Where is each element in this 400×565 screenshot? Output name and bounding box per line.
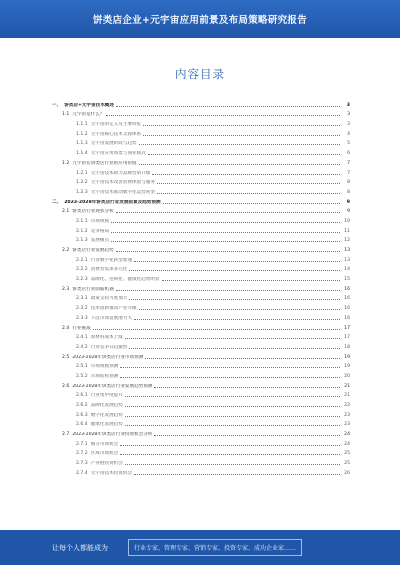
toc-entry-page: 21 bbox=[344, 383, 350, 389]
toc-dot-leader bbox=[143, 135, 340, 136]
toc-entry-text: 饼类店行业发展趋势 bbox=[72, 248, 114, 253]
toc-entry-number: 2.7.3 bbox=[76, 461, 88, 467]
toc-dot-leader bbox=[134, 261, 340, 262]
toc-entry[interactable] bbox=[52, 146, 350, 156]
toc-entry-page: 19 bbox=[344, 354, 350, 360]
table-of-contents bbox=[52, 98, 350, 476]
toc-entry-page: 12 bbox=[344, 238, 350, 244]
footer-slogan: 让每个人都能成为 bbox=[52, 543, 108, 552]
toc-entry[interactable] bbox=[52, 205, 350, 215]
toc-dot-leader bbox=[116, 251, 340, 252]
toc-entry-number: 2.4.1 bbox=[76, 335, 88, 341]
report-header-banner bbox=[0, 0, 400, 38]
toc-entry-number: 2.4.2 bbox=[76, 344, 88, 350]
toc-dot-leader bbox=[111, 232, 340, 233]
toc-entry[interactable] bbox=[52, 447, 350, 457]
toc-dot-leader bbox=[116, 106, 340, 107]
toc-entry-page: 14 bbox=[344, 267, 350, 273]
toc-dot-leader bbox=[125, 338, 340, 339]
toc-entry-number: 2.6.2 bbox=[76, 403, 88, 408]
toc-dot-leader bbox=[139, 164, 340, 165]
toc-entry[interactable] bbox=[52, 253, 350, 263]
toc-entry[interactable] bbox=[52, 243, 350, 253]
toc-entry-text: 饼类店+元宇宙技术概述 bbox=[64, 102, 114, 108]
toc-entry-text: 元宇宙发展阶段与趋势 bbox=[90, 141, 137, 147]
toc-entry-text: 消费者需求多元化 bbox=[90, 267, 128, 273]
toc-entry-page: 25 bbox=[344, 451, 350, 457]
toc-entry-number: 2.7.2 bbox=[76, 451, 88, 457]
toc-entry-text: 元宇宙的定义及主要特征 bbox=[90, 122, 142, 128]
toc-dot-leader bbox=[154, 387, 340, 388]
report-title: 饼类店企业+元宇宙应用前景及布局策略研究报告 bbox=[92, 15, 308, 26]
toc-dot-leader bbox=[139, 144, 340, 145]
toc-entry-number: 2.6.1 bbox=[76, 393, 88, 399]
toc-entry[interactable] bbox=[52, 234, 350, 244]
toc-entry-text: 饼类店行业面临机遇 bbox=[72, 286, 114, 292]
toc-entry[interactable] bbox=[52, 466, 350, 476]
toc-entry-number: 2.2.2 bbox=[76, 267, 88, 273]
toc-entry-number: 2.2.1 bbox=[76, 257, 88, 263]
toc-entry-page: 11 bbox=[344, 228, 350, 234]
toc-entry[interactable] bbox=[52, 437, 350, 447]
toc-entry-page: 16 bbox=[344, 315, 350, 321]
toc-entry-number: 2.1.3 bbox=[76, 238, 88, 244]
toc-entry-page: 10 bbox=[344, 218, 350, 224]
toc-entry-page: 20 bbox=[344, 373, 350, 379]
toc-dot-leader bbox=[120, 445, 340, 446]
toc-entry[interactable] bbox=[52, 195, 350, 205]
toc-entry-text: 饼类店行业现状分析 bbox=[72, 209, 114, 215]
toc-entry-text: 品牌化发展趋势 bbox=[90, 403, 123, 408]
toc-entry-number: 1.1 bbox=[62, 112, 70, 118]
toc-entry-number: 2.3.2 bbox=[76, 306, 88, 312]
toc-entry-number: 二、 bbox=[52, 199, 62, 205]
toc-entry-text: 行业集中度提升 bbox=[90, 393, 123, 399]
toc-entry-page: 21 bbox=[344, 393, 350, 399]
toc-entry[interactable] bbox=[52, 360, 350, 370]
toc-entry[interactable] bbox=[52, 379, 350, 389]
toc-entry-text: 元宇宙技术推动数字化运营转型 bbox=[90, 189, 156, 195]
toc-entry-number: 2.6 bbox=[62, 383, 70, 389]
toc-entry-number: 2.6.3 bbox=[76, 412, 88, 418]
toc-entry[interactable] bbox=[52, 127, 350, 137]
toc-entry[interactable] bbox=[52, 108, 350, 118]
toc-entry-number: 2.5.1 bbox=[76, 364, 88, 370]
toc-entry-page: 23 bbox=[344, 412, 350, 418]
toc-entry-page: 22 bbox=[344, 403, 350, 408]
toc-entry[interactable] bbox=[52, 156, 350, 166]
toc-entry-page: 19 bbox=[344, 364, 350, 370]
toc-entry[interactable] bbox=[52, 389, 350, 399]
toc-entry-text: 元宇宙技术助力品牌营销升级 bbox=[90, 170, 151, 176]
toc-entry-page: 3 bbox=[347, 122, 350, 128]
toc-entry-number: 2.5.2 bbox=[76, 373, 88, 379]
toc-entry-number: 2.4 bbox=[62, 325, 70, 331]
toc-dot-leader bbox=[120, 367, 340, 368]
toc-entry-text: 品牌化、连锁化、健康化趋势明显 bbox=[90, 277, 160, 283]
toc-dot-leader bbox=[134, 474, 340, 475]
toc-entry[interactable] bbox=[52, 301, 350, 311]
toc-entry-number: 1.2 bbox=[62, 160, 70, 166]
toc-dot-leader bbox=[116, 290, 340, 291]
toc-entry-text: 行业挑战 bbox=[72, 325, 91, 331]
toc-dot-leader bbox=[134, 319, 340, 320]
toc-entry-page: 15 bbox=[344, 277, 350, 283]
toc-entry[interactable] bbox=[52, 98, 350, 108]
toc-entry-text: 元宇宙是什么？ bbox=[72, 112, 105, 118]
toc-entry[interactable] bbox=[52, 292, 350, 302]
toc-entry[interactable] bbox=[52, 214, 350, 224]
toc-dot-leader bbox=[120, 454, 340, 455]
toc-entry[interactable] bbox=[52, 185, 350, 195]
toc-dot-leader bbox=[111, 241, 340, 242]
toc-entry-page: 16 bbox=[344, 306, 350, 312]
toc-entry[interactable] bbox=[52, 408, 350, 418]
toc-entry-text: 政策支持力度加大 bbox=[90, 296, 128, 302]
toc-entry-page: 24 bbox=[344, 432, 350, 438]
toc-entry[interactable] bbox=[52, 311, 350, 321]
toc-dot-leader bbox=[139, 309, 340, 310]
toc-entry[interactable] bbox=[52, 117, 350, 127]
toc-dot-leader bbox=[111, 222, 340, 223]
toc-entry-text: 元宇宙技术投资机会 bbox=[90, 470, 133, 476]
toc-entry-text: 2023-2028年饼类店行业市场预测 bbox=[72, 354, 144, 360]
toc-entry-number: 一、 bbox=[52, 102, 62, 108]
toc-dot-leader bbox=[157, 183, 340, 184]
toc-dot-leader bbox=[152, 174, 340, 175]
toc-entry-page: 17 bbox=[344, 335, 350, 341]
toc-entry-text: 2023-2028年饼类店行业发展趋势预测 bbox=[72, 383, 153, 389]
toc-entry[interactable] bbox=[52, 137, 350, 147]
toc-entry[interactable] bbox=[52, 340, 350, 350]
toc-dot-leader bbox=[125, 464, 340, 465]
toc-entry-page: 9 bbox=[347, 209, 350, 215]
toc-entry-page: 6 bbox=[347, 151, 350, 157]
toc-dot-leader bbox=[154, 435, 340, 436]
toc-entry-text: 行业数字化转型加速 bbox=[90, 257, 133, 263]
toc-heading: 内容目录 bbox=[175, 67, 225, 81]
toc-entry-number: 1.1.4 bbox=[76, 151, 88, 157]
toc-dot-leader bbox=[145, 358, 340, 359]
footer-banner bbox=[0, 530, 400, 565]
toc-entry-page: 18 bbox=[344, 344, 350, 350]
toc-dot-leader bbox=[125, 406, 340, 407]
toc-entry-page: 13 bbox=[344, 248, 350, 253]
toc-entry-text: 区域市场机会 bbox=[90, 451, 119, 457]
toc-entry[interactable] bbox=[52, 166, 350, 176]
toc-entry-text: 下沉市场发展潜力大 bbox=[90, 315, 133, 321]
toc-entry[interactable] bbox=[52, 176, 350, 186]
toc-entry-number: 2.7.4 bbox=[76, 470, 88, 476]
toc-entry-number: 2.3.3 bbox=[76, 315, 88, 321]
toc-dot-leader bbox=[106, 115, 340, 116]
toc-dot-leader bbox=[125, 396, 340, 397]
toc-dot-leader bbox=[148, 154, 340, 155]
toc-entry-text: 细分市场机会 bbox=[90, 441, 119, 447]
toc-entry-text: 元宇宙应用场景与商业模式 bbox=[90, 151, 146, 157]
toc-dot-leader bbox=[157, 193, 340, 194]
toc-entry-text: 元宇宙在饼类店行业的应用价值 bbox=[72, 160, 137, 166]
toc-dot-leader bbox=[129, 348, 340, 349]
toc-entry-page: 26 bbox=[344, 470, 350, 476]
toc-entry-text: 竞争格局 bbox=[90, 228, 110, 234]
toc-entry-number: 2.1.2 bbox=[76, 228, 88, 234]
toc-entry-text: 数字化发展趋势 bbox=[90, 412, 123, 418]
toc-entry-number: 1.1.2 bbox=[76, 131, 88, 137]
toc-entry-page: 16 bbox=[344, 296, 350, 302]
toc-entry-text: 元宇宙技术改善消费体验与服务 bbox=[90, 180, 156, 186]
toc-entry-number: 2.1.1 bbox=[76, 218, 88, 224]
toc-entry-number: 2.6.4 bbox=[76, 422, 88, 428]
toc-entry-page: 25 bbox=[344, 461, 350, 467]
toc-entry-text: 技术创新推动产业升级 bbox=[90, 306, 137, 312]
toc-dot-leader bbox=[120, 377, 340, 378]
toc-entry[interactable] bbox=[52, 331, 350, 341]
toc-entry-text: 行业竞争日趋激烈 bbox=[90, 344, 128, 350]
toc-entry-page: 8 bbox=[347, 180, 350, 186]
toc-entry-page: 17 bbox=[344, 325, 350, 331]
toc-entry[interactable] bbox=[52, 369, 350, 379]
toc-entry-number: 2.3 bbox=[62, 286, 70, 292]
toc-entry-page: 3 bbox=[347, 112, 350, 118]
toc-entry-number: 2.7.1 bbox=[76, 441, 88, 447]
toc-entry-text: 2023-2028年饼类店行业投资机会分析 bbox=[72, 432, 153, 438]
toc-entry-page: 7 bbox=[347, 170, 350, 176]
toc-entry-page: 8 bbox=[347, 189, 350, 195]
toc-entry[interactable] bbox=[52, 321, 350, 331]
toc-dot-leader bbox=[93, 329, 340, 330]
toc-entry-number: 2.2.3 bbox=[76, 277, 88, 283]
toc-dot-leader bbox=[163, 203, 340, 204]
toc-entry-number: 1.2.2 bbox=[76, 180, 88, 186]
toc-entry[interactable] bbox=[52, 282, 350, 292]
toc-entry-number: 2.2 bbox=[62, 248, 70, 253]
toc-entry-number: 1.2.1 bbox=[76, 170, 88, 176]
toc-entry-text: 市场规模预测 bbox=[90, 364, 119, 370]
toc-entry[interactable] bbox=[52, 456, 350, 466]
toc-entry-number: 2.3.1 bbox=[76, 296, 88, 302]
toc-dot-leader bbox=[162, 280, 340, 281]
toc-entry-number: 1.1.3 bbox=[76, 141, 88, 147]
toc-entry-text: 发展痛点 bbox=[90, 238, 110, 244]
toc-dot-leader bbox=[125, 416, 340, 417]
toc-entry-page: 7 bbox=[347, 160, 350, 166]
toc-entry-page: 3 bbox=[346, 102, 350, 108]
toc-entry[interactable] bbox=[52, 224, 350, 234]
toc-entry-number: 1.2.3 bbox=[76, 189, 88, 195]
toc-entry[interactable] bbox=[52, 272, 350, 282]
toc-entry-text: 原材料成本上涨 bbox=[90, 335, 123, 341]
toc-entry-page: 5 bbox=[347, 141, 350, 147]
toc-entry-page: 23 bbox=[344, 422, 350, 428]
toc-entry-text: 市场规模 bbox=[90, 218, 110, 224]
toc-entry-page: 13 bbox=[344, 257, 350, 263]
toc-entry[interactable] bbox=[52, 350, 350, 360]
toc-dot-leader bbox=[116, 212, 340, 213]
toc-entry-page: 9 bbox=[346, 199, 350, 205]
toc-entry[interactable] bbox=[52, 418, 350, 428]
toc-entry-number: 1.1.1 bbox=[76, 122, 88, 128]
toc-entry-text: 元宇宙核心技术支撑体系 bbox=[90, 131, 142, 137]
toc-entry-text: 健康化发展趋势 bbox=[90, 422, 123, 428]
toc-entry-text: 2023-2028年饼类店行业发展前景及趋势预测 bbox=[64, 199, 161, 205]
toc-dot-leader bbox=[129, 299, 340, 300]
toc-entry-page: 16 bbox=[344, 286, 350, 292]
toc-entry-number: 2.5 bbox=[62, 354, 70, 360]
toc-entry-number: 2.1 bbox=[62, 209, 70, 215]
toc-entry[interactable] bbox=[52, 398, 350, 408]
toc-entry-text: 市场结构预测 bbox=[90, 373, 119, 379]
toc-dot-leader bbox=[125, 425, 340, 426]
toc-entry[interactable] bbox=[52, 263, 350, 273]
toc-dot-leader bbox=[143, 125, 340, 126]
toc-entry-number: 2.7 bbox=[62, 432, 70, 438]
toc-entry[interactable] bbox=[52, 427, 350, 437]
footer-roles: 行业专家、管理专家、营销专家、投资专家、成功企业家…… bbox=[128, 539, 302, 556]
toc-dot-leader bbox=[129, 270, 340, 271]
toc-entry-text: 产业链投资机会 bbox=[90, 461, 123, 467]
toc-entry-page: 24 bbox=[344, 441, 350, 447]
toc-entry-page: 4 bbox=[347, 131, 350, 137]
